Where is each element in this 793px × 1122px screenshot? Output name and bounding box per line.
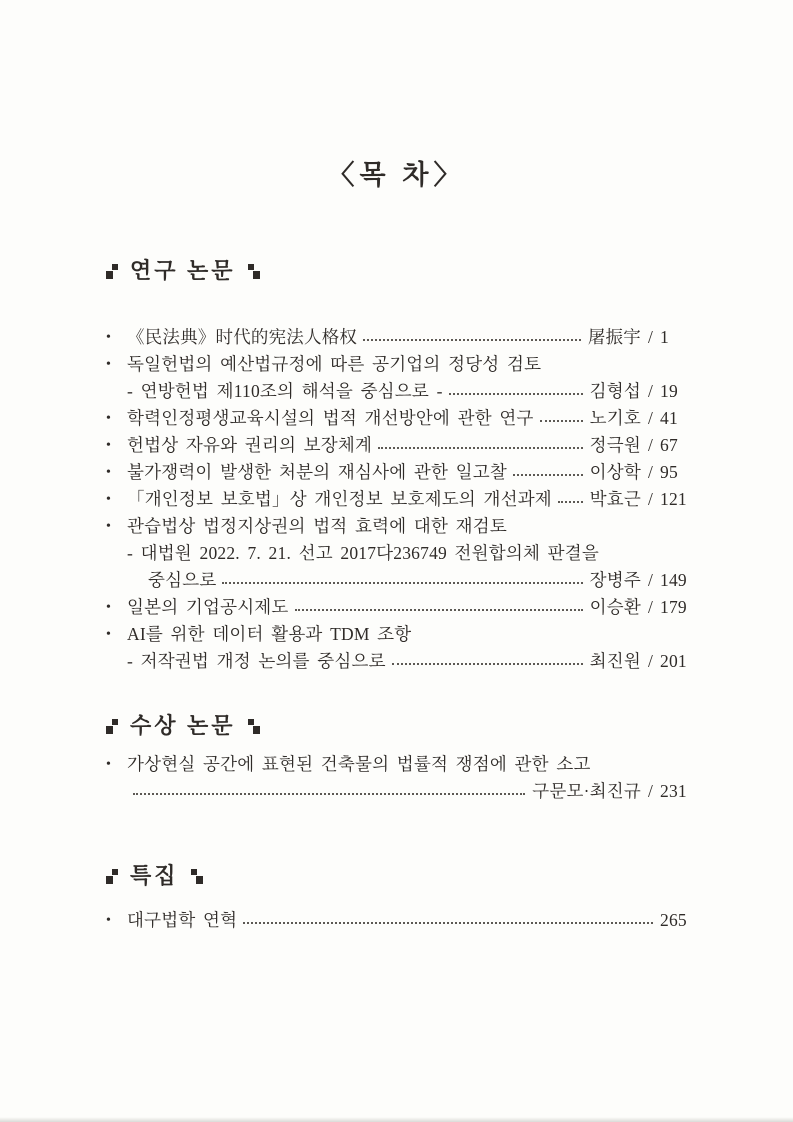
bullet-icon: • [106, 465, 112, 480]
entry-reference [590, 405, 689, 432]
entry-reference [588, 324, 689, 351]
toc-section-2 [106, 711, 689, 805]
entry-title: 「개인정보 보호법」상 개인정보 보호제도의 개선과제 [127, 489, 552, 509]
entry-title: - 연방헌법 제110조의 해석을 중심으로 - [127, 381, 443, 401]
toc-entry-line [106, 648, 689, 675]
entry-page-number: 201 [660, 651, 687, 671]
entry-page-number: 67 [660, 435, 678, 455]
section-marker-left-icon [106, 719, 119, 734]
entry-page-number: 149 [660, 570, 687, 590]
bullet-icon: • [106, 519, 112, 534]
section-heading [106, 711, 689, 741]
toc-entry-line [106, 324, 689, 351]
toc-entry-line [106, 540, 689, 567]
page-separator: / [647, 781, 653, 801]
entry-author: 박효근 [589, 489, 641, 509]
section-marker-left-icon [106, 869, 119, 884]
scan-edge-shadow [0, 1117, 793, 1122]
bullet-icon: • [106, 330, 112, 345]
page-separator: / [647, 597, 653, 617]
dot-leader [295, 609, 583, 611]
toc-entry-line [106, 778, 689, 805]
entry-page-number: 95 [660, 462, 678, 482]
toc-section-1 [106, 256, 689, 675]
dot-leader [222, 582, 582, 584]
toc-entry-line [106, 907, 689, 934]
page-separator: / [647, 462, 653, 482]
entry-author: 노기호 [589, 408, 641, 428]
bullet-icon: • [106, 438, 112, 453]
toc-entry-line [106, 351, 689, 378]
toc-entry-line [106, 621, 689, 648]
entry-title: AI를 위한 데이터 활용과 TDM 조항 [127, 624, 412, 644]
entry-reference [590, 378, 689, 405]
entry-author: 김형섭 [589, 381, 641, 401]
toc-entry-line [106, 751, 689, 778]
section-heading-label: 연구 논문 [130, 258, 236, 283]
entry-reference [590, 459, 689, 486]
entry-author: 屠振宇 [587, 327, 641, 347]
entry-title: 학력인정평생교육시설의 법적 개선방안에 관한 연구 [127, 408, 534, 428]
bullet-icon: • [106, 357, 112, 372]
page-separator: / [647, 435, 653, 455]
entry-author: 정극원 [589, 435, 641, 455]
bullet-icon: • [106, 492, 112, 507]
dot-leader [133, 793, 525, 795]
page-separator: / [647, 381, 653, 401]
page-separator: / [647, 327, 653, 347]
section-heading [106, 861, 689, 891]
bullet-icon: • [106, 600, 112, 615]
entry-reference [532, 778, 689, 805]
toc-content [0, 256, 793, 934]
bullet-icon: • [106, 411, 112, 426]
toc-section-3 [106, 861, 689, 934]
dot-leader [378, 447, 583, 449]
entry-page-number: 265 [660, 910, 687, 930]
dot-leader [363, 339, 581, 341]
entry-reference [590, 594, 689, 621]
entry-title: 대구법학 연혁 [127, 910, 238, 930]
section-marker-right-icon [247, 264, 260, 279]
entry-page-number: 121 [660, 489, 687, 509]
entry-title: 《民法典》时代的宪法人格权 [127, 327, 358, 347]
entry-reference [660, 907, 689, 934]
dot-leader [558, 501, 583, 503]
page-separator: / [647, 408, 653, 428]
entry-page-number: 41 [660, 408, 678, 428]
entry-author: 이상학 [589, 462, 641, 482]
page-separator: / [647, 570, 653, 590]
entry-page-number: 231 [660, 781, 687, 801]
toc-entry-line [106, 405, 689, 432]
dot-leader [392, 663, 583, 665]
entry-page-number: 1 [660, 327, 669, 347]
entry-author: 장병주 [589, 570, 641, 590]
section-marker-left-icon [106, 264, 119, 279]
toc-sections [106, 256, 689, 934]
entry-page-number: 179 [660, 597, 687, 617]
entry-reference [590, 567, 689, 594]
toc-entry-line [106, 486, 689, 513]
section-heading-label: 수상 논문 [130, 713, 236, 738]
entry-title: - 대법원 2022. 7. 21. 선고 2017다236749 전원합의체 판결을 [127, 543, 599, 563]
entry-author: 이승환 [589, 597, 641, 617]
entry-reference [590, 486, 689, 513]
dot-leader [513, 474, 583, 476]
entry-author: 최진원 [589, 651, 641, 671]
entry-page-number: 19 [660, 381, 678, 401]
toc-entry-line [106, 567, 689, 594]
entry-reference [590, 432, 689, 459]
page-separator: / [647, 489, 653, 509]
dot-leader [540, 420, 583, 422]
toc-entry-line [106, 378, 689, 405]
entry-title: - 저작권법 개정 논의를 중심으로 [127, 651, 386, 671]
entry-author: 구문모·최진규 [532, 781, 641, 801]
entry-title: 일본의 기업공시제도 [127, 597, 289, 617]
section-heading [106, 256, 689, 286]
toc-entry-line [106, 594, 689, 621]
entry-title: 불가쟁력이 발생한 처분의 재심사에 관한 일고찰 [127, 462, 507, 482]
toc-entry-line [106, 432, 689, 459]
entry-title: 관습법상 법정지상권의 법적 효력에 대한 재검토 [127, 516, 507, 536]
toc-entry-line [106, 459, 689, 486]
dot-leader [243, 922, 653, 924]
section-marker-right-icon [190, 869, 203, 884]
bullet-icon: • [106, 757, 112, 772]
entry-title: 헌법상 자유와 권리의 보장체계 [127, 435, 373, 455]
page-title: 〈목 차〉 [327, 160, 466, 190]
toc-entry-line [106, 513, 689, 540]
entry-reference [590, 648, 689, 675]
dot-leader [449, 393, 583, 395]
entry-title: 중심으로 [148, 570, 217, 590]
entry-title: 가상현실 공간에 표현된 건축물의 법률적 쟁점에 관한 소고 [127, 754, 591, 774]
bullet-icon: • [106, 913, 112, 928]
page-separator: / [647, 651, 653, 671]
bullet-icon: • [106, 627, 112, 642]
entry-title: 독일헌법의 예산법규정에 따른 공기업의 정당성 검토 [127, 354, 542, 374]
section-marker-right-icon [247, 719, 260, 734]
section-heading-label: 특집 [130, 863, 179, 888]
